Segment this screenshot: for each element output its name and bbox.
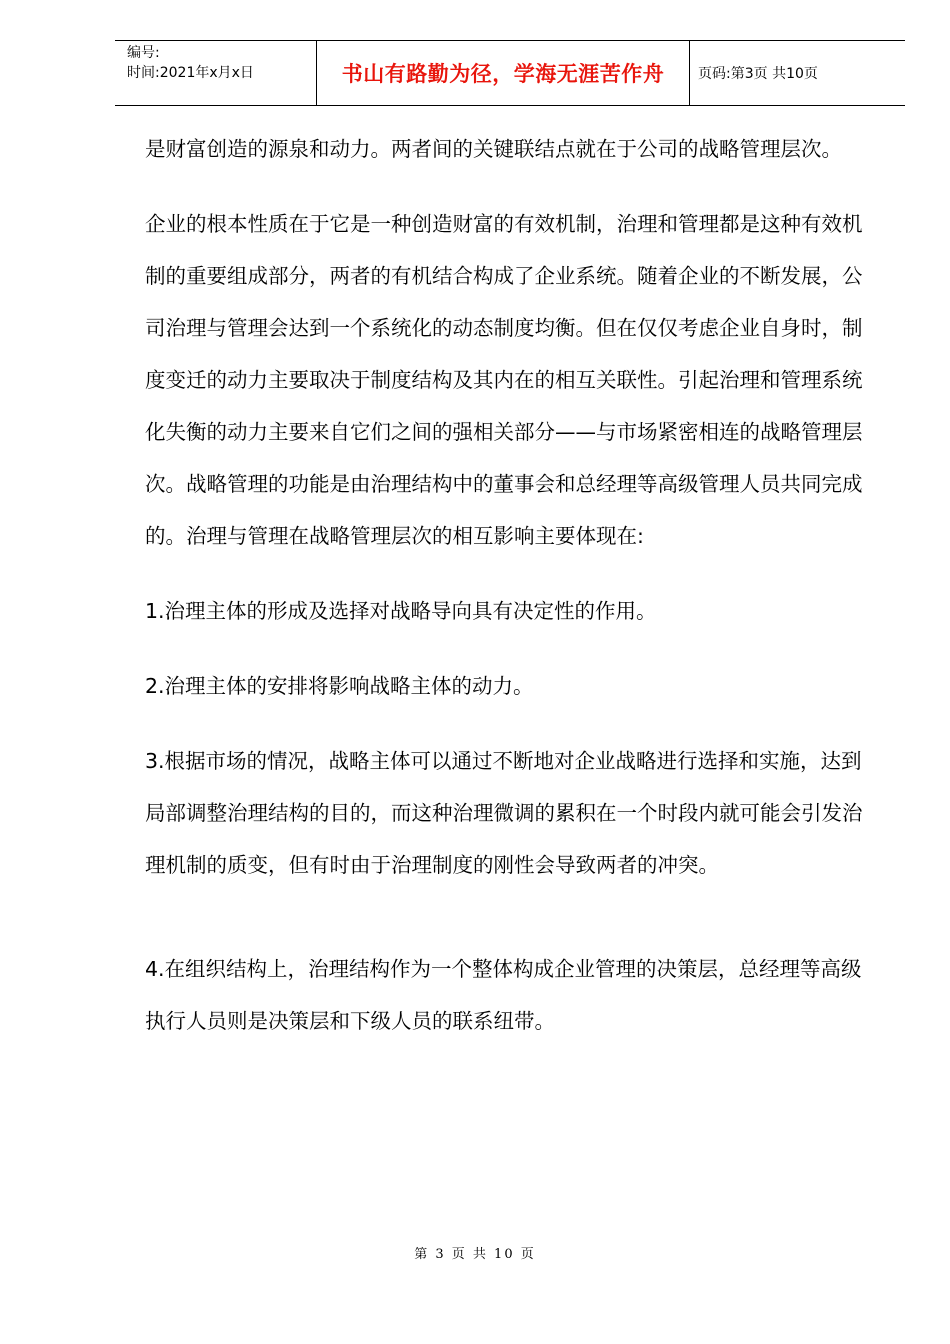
document-body bbox=[145, 123, 865, 1070]
header-page-cell bbox=[690, 41, 905, 105]
list-item-2: 2.治理主体的安排将影响战略主体的动力。 bbox=[145, 674, 534, 698]
page-footer: 第 3 页 共 10 页 bbox=[414, 1247, 536, 1262]
paragraph-continuation: 是财富创造的源泉和动力。两者间的关键联结点就在于公司的战略管理层次。 bbox=[145, 137, 842, 161]
page-header bbox=[115, 40, 905, 106]
header-page-info: 页码:第3页 共10页 bbox=[698, 66, 818, 82]
list-item-3: 3.根据市场的情况，战略主体可以通过不断地对企业战略进行选择和实施，达到局部调整治理结构的目的，而这种治理微调的累积在一个时段内就可能会引发治理机制的质变，但有时由于治理制度的刚性会导致两者的冲突。 bbox=[145, 749, 863, 877]
time-label: 时间:2021年x月x日 bbox=[127, 65, 254, 81]
list-item-1: 1.治理主体的形成及选择对战略导向具有决定性的作用。 bbox=[145, 599, 657, 623]
header-meta bbox=[115, 41, 317, 105]
header-motto-cell bbox=[317, 41, 690, 105]
header-motto: 书山有路勤为径，学海无涯苦作舟 bbox=[341, 62, 665, 86]
serial-number-label: 编号: bbox=[127, 45, 160, 61]
list-item-4: 4.在组织结构上，治理结构作为一个整体构成企业管理的决策层，总经理等高级执行人员则是决策层和下级人员的联系纽带。 bbox=[145, 957, 862, 1033]
paragraph-enterprise-nature: 企业的根本性质在于它是一种创造财富的有效机制，治理和管理都是这种有效机制的重要组成部分，两者的有机结合构成了企业系统。随着企业的不断发展，公司治理与管理会达到一个系统化的动态制度均衡。但在仅仅考虑企业自身时，制度变迁的动力主要取决于制度结构及其内在的相互关联性。引起治理和管理系统化失衡的动力主要来自它们之间的强相关部分——与市场紧密相连的战略管理层次。战略管理的功能是由治理结构中的董事会和总经理等高级管理人员共同完成的。治理与管理在战略管理层次的相互影响主要体现在: bbox=[145, 212, 863, 548]
